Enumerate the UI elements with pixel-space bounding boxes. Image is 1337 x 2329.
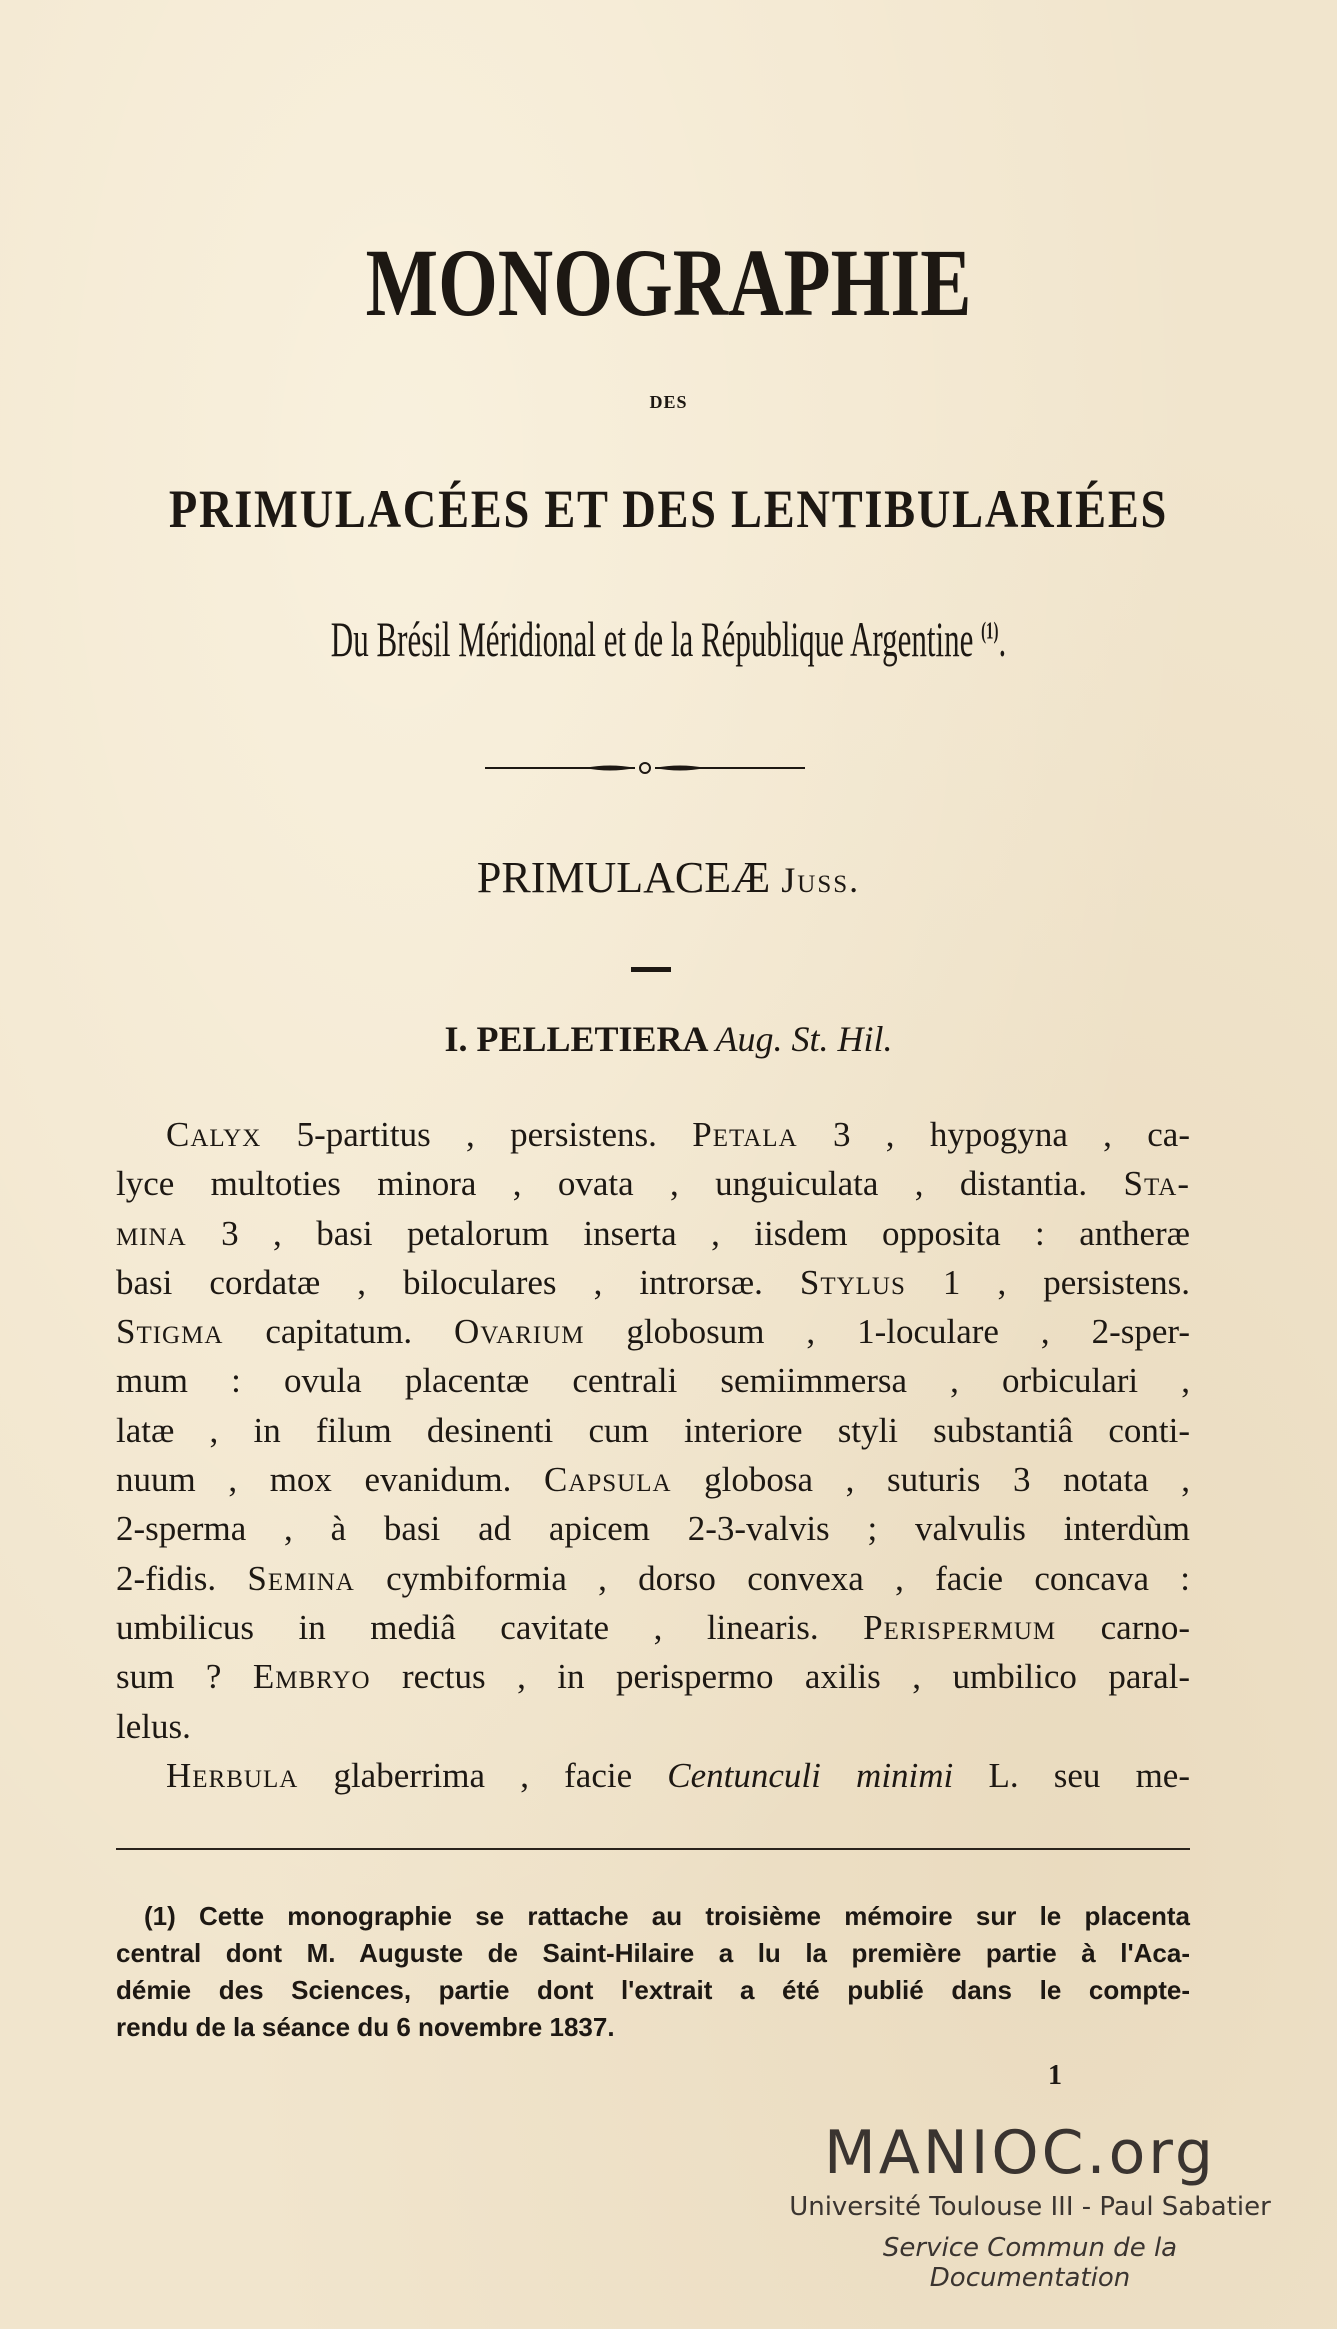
footnote-line: (1) Cette monographie se rattache au troisième mémoire sur le placenta: [144, 1901, 1190, 1931]
text: umbilicus in mediâ cavitate , linearis.: [116, 1607, 864, 1647]
watermark-service: Service Commun de la Documentation: [882, 2233, 1178, 2293]
footnote-line: rendu de la séance du 6 novembre 1837.: [116, 2012, 615, 2042]
text: 2-fidis.: [116, 1558, 248, 1598]
body-line: [116, 1110, 1190, 1159]
body-line: [116, 1356, 1190, 1405]
body-line: [116, 1504, 1190, 1553]
footnote-rule: [116, 1848, 1190, 1850]
term: Perispermum: [863, 1607, 1057, 1647]
text: globosa , suturis 3 notata ,: [671, 1460, 1191, 1500]
text: carno-: [1056, 1607, 1191, 1647]
text: nuum , mox evanidum.: [116, 1460, 544, 1500]
text: lelus.: [116, 1706, 191, 1746]
footnote-line: démie des Sciences, partie dont l'extrait a été publié dans le compte-: [116, 1975, 1190, 2005]
body-line: [116, 1159, 1190, 1208]
text: cymbiformia , dorso convexa , facie concava :: [354, 1558, 1190, 1598]
text: 3 , hypogyna , ca-: [797, 1115, 1190, 1154]
body-line: [116, 1554, 1190, 1603]
text: rectus , in perispermo axilis , umbilico paral-: [370, 1657, 1190, 1697]
term: mina: [116, 1213, 187, 1253]
text: L. seu me-: [953, 1755, 1190, 1795]
genus-name: I. PELLETIERA: [444, 1019, 707, 1059]
text: 3 , basi petalorum inserta , iisdem opposita : antheræ: [186, 1213, 1190, 1253]
page-title: MONOGRAPHIE: [365, 229, 972, 336]
genus-description: [116, 1110, 1190, 1800]
term: Semina: [247, 1558, 355, 1598]
footnote-line: central dont M. Auguste de Saint-Hilaire a lu la première partie à l'Aca-: [116, 1938, 1190, 1968]
term: Embryo: [252, 1657, 371, 1697]
text: mum : ovula placentæ centrali semiimmersa , orbiculari ,: [116, 1361, 1190, 1401]
text: basi cordatæ , biloculares , introrsæ.: [116, 1262, 800, 1302]
page-number: 1: [1048, 2060, 1062, 2091]
ornament-divider: [485, 756, 805, 780]
order-name: PRIMULACEÆ: [476, 853, 771, 902]
term: Ovarium: [454, 1312, 585, 1352]
body-line: [116, 1702, 1190, 1751]
text: lyce multoties minora , ovata , unguiculata , distantia.: [116, 1164, 1124, 1204]
title-connector: DES: [649, 392, 688, 412]
order-author: Juss.: [781, 860, 861, 900]
footnote: [116, 1898, 1190, 2046]
text: 1 , persistens.: [905, 1262, 1190, 1302]
body-line: [116, 1258, 1190, 1307]
region-heading: [254, 610, 1083, 668]
text: sum ?: [116, 1657, 253, 1697]
body-line: [116, 1751, 1190, 1800]
genus-author: Aug. St. Hil.: [715, 1019, 893, 1059]
body-line: [116, 1307, 1190, 1356]
manioc-logo: MANIOC.org: [824, 2118, 1216, 2188]
region-footnote-ref: (1): [981, 618, 999, 645]
term: Sta-: [1123, 1164, 1190, 1204]
text: glaberrima , facie: [298, 1755, 668, 1795]
term: Capsula: [543, 1460, 672, 1500]
body-line: [116, 1209, 1190, 1258]
term: Stylus: [799, 1262, 906, 1302]
term: Calyx: [166, 1115, 262, 1154]
species-name: Centunculi minimi: [667, 1755, 954, 1795]
text: globosum , 1-loculare , 2-sper-: [584, 1312, 1190, 1352]
page-subtitle: PRIMULACÉES ET DES LENTIBULARIÉES: [168, 479, 1169, 539]
body-line: [116, 1652, 1190, 1701]
region-text: Du Brésil Méridional et de la République Argentine: [330, 611, 974, 667]
text: 5-partitus , persistens.: [261, 1115, 693, 1154]
term: Herbula: [166, 1755, 299, 1795]
term: Stigma: [116, 1312, 224, 1352]
text: 2-sperma , à basi ad apicem 2-3-valvis ; valvulis interdùm: [116, 1509, 1190, 1549]
body-line: [116, 1603, 1190, 1652]
term: Petala: [692, 1115, 798, 1154]
text: latæ , in filum desinenti cum interiore styli substantiâ conti-: [116, 1410, 1190, 1450]
watermark-institution: Université Toulouse III - Paul Sabatier: [789, 2192, 1271, 2222]
body-line: [116, 1406, 1190, 1455]
text: capitatum.: [223, 1312, 455, 1352]
section-dash: [631, 967, 671, 972]
order-heading: [0, 852, 1337, 903]
genus-heading: [0, 1018, 1337, 1060]
body-line: [116, 1455, 1190, 1504]
region-end: .: [998, 611, 1007, 667]
